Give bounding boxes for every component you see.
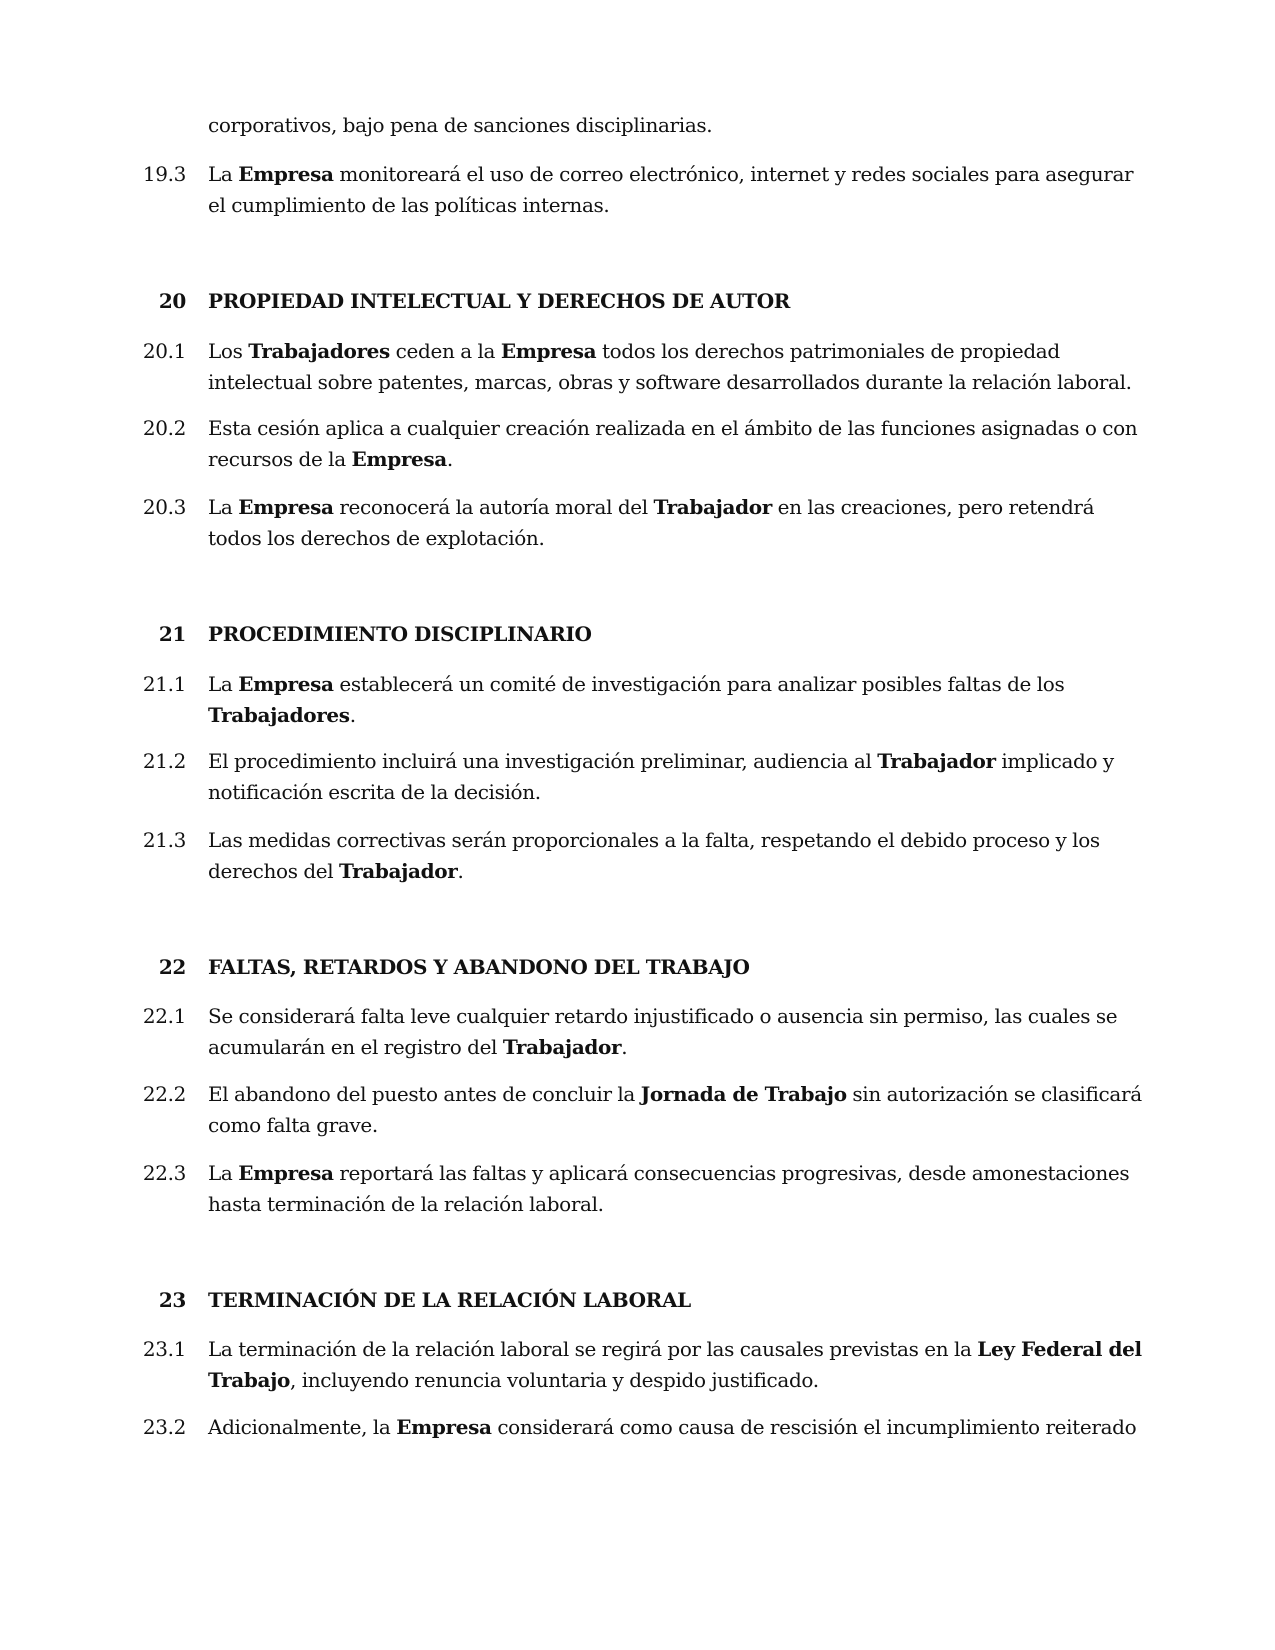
defined-term: Empresa [238,495,334,519]
clause-number: 21.3 [142,828,186,852]
text-run: La [208,162,239,186]
text-run: todos los derechos de explotación. [208,526,545,550]
defined-term: Empresa [238,1161,334,1185]
defined-term: Empresa [238,672,334,696]
text-run: La terminación de la relación laboral se regirá por las causales previstas en la [208,1337,978,1361]
text-run: derechos del [208,859,340,883]
section-number: 20 [158,289,186,313]
text-run: La [208,672,239,696]
clause-text [208,1079,1142,1141]
defined-term: Empresa [396,1415,492,1439]
clause-number: 19.3 [142,162,186,186]
text-line [208,367,1138,398]
defined-term: Jornada de Trabajo [640,1082,847,1106]
text-run: El abandono del puesto antes de concluir la [208,1082,641,1106]
text-line [208,492,1138,523]
clause-text [208,1001,1138,1063]
text-run: notificación escrita de la decisión. [208,780,541,804]
text-line [208,413,1138,444]
text-run: Adicionalmente, la [208,1415,397,1439]
text-run: Los [208,339,249,363]
text-line [208,1285,1138,1316]
section-title [208,286,1138,317]
text-line [208,1032,1138,1063]
text-line [208,669,1138,700]
text-line [208,159,1138,190]
text-line [208,1110,1138,1141]
text-run: el cumplimiento de las políticas internas. [208,193,610,217]
text-run: intelectual sobre patentes, marcas, obras y software desarrollados durante la relación laboral. [208,370,1132,394]
text-run: . [446,447,453,471]
text-line [208,1001,1138,1032]
text-line [208,825,1138,856]
text-run: ceden a la [389,339,501,363]
text-line [208,1334,1142,1365]
defined-term: Trabajador [877,749,996,773]
text-line [208,1365,1138,1396]
defined-term: Empresa [351,447,447,471]
text-line [208,777,1138,808]
clause-text [208,110,1138,141]
text-run: Las medidas correctivas serán proporcionales a la falta, respetando el debido proceso y los [208,828,1100,852]
defined-term: Trabajador [653,495,772,519]
text-line [208,286,1138,317]
text-run: en las creaciones, pero retendrá [771,495,1095,519]
section-title [208,619,1138,650]
clause-number: 22.2 [142,1082,186,1106]
defined-term: Trabajador [339,859,458,883]
defined-term: PROPIEDAD INTELECTUAL Y DERECHOS DE AUTOR [208,289,791,313]
clause-text [208,413,1138,475]
text-line [208,619,1138,650]
text-run: implicado y [995,749,1114,773]
clause-number: 20.1 [142,339,186,363]
clause-text [208,825,1138,887]
text-line [208,746,1138,777]
text-line [208,700,1138,731]
clause-number: 23.2 [142,1415,186,1439]
section-title [208,952,1138,983]
text-run: todos los derechos patrimoniales de propiedad [596,339,1060,363]
clause-number: 23.1 [142,1337,186,1361]
text-line [208,190,1138,221]
clause-number: 20.2 [142,416,186,440]
section-number: 22 [158,955,186,979]
text-run: considerará como causa de rescisión el incumplimiento reiterado [491,1415,1137,1439]
text-line [208,952,1138,983]
clause-number: 22.3 [142,1161,186,1185]
text-run: recursos de la [208,447,352,471]
defined-term: Trabajadores [208,703,350,727]
clause-text [208,1334,1142,1396]
clause-text [208,492,1138,554]
text-line [208,110,1138,141]
clause-text [208,1412,1138,1443]
text-run: acumularán en el registro del [208,1035,503,1059]
clause-text [208,159,1138,221]
clause-number: 22.1 [142,1004,186,1028]
clause-number: 20.3 [142,495,186,519]
text-run: hasta terminación de la relación laboral. [208,1192,604,1216]
defined-term: Empresa [500,339,597,363]
text-run: . [349,703,356,727]
text-run: La [208,495,239,519]
section-title [208,1285,1138,1316]
text-run: El procedimiento incluirá una investigación preliminar, audiencia al [208,749,878,773]
text-line [208,1079,1142,1110]
text-line [208,1412,1138,1443]
text-run: La [208,1161,239,1185]
section-number: 23 [158,1288,186,1312]
clause-text [208,669,1138,731]
text-run: monitoreará el uso de correo electrónico, internet y redes sociales para asegurar [333,162,1134,186]
defined-term: Trabajador [502,1035,622,1059]
text-run: Esta cesión aplica a cualquier creación realizada en el ámbito de las funciones asignadas o con [208,416,1138,440]
text-run: , incluyendo renuncia voluntaria y despido justificado. [290,1368,819,1392]
text-line [208,1189,1138,1220]
text-line [208,336,1138,367]
clause-text [208,1158,1138,1220]
clause-text [208,336,1138,398]
clause-text [208,746,1138,808]
defined-term: Ley Federal del [977,1337,1142,1361]
defined-term: FALTAS, RETARDOS Y ABANDONO DEL TRABAJO [208,955,750,979]
text-line [208,856,1138,887]
defined-term: Trabajo [208,1368,290,1392]
clause-number: 21.2 [142,749,186,773]
text-run: sin autorización se clasificará [846,1082,1142,1106]
text-run: establecerá un comité de investigación para analizar posibles faltas de los [333,672,1065,696]
section-number: 21 [158,622,186,646]
text-line [208,523,1138,554]
text-run: . [457,859,464,883]
text-run: reportará las faltas y aplicará consecuencias progresivas, desde amonestaciones [333,1161,1130,1185]
text-line [208,1158,1138,1189]
defined-term: Trabajadores [248,339,390,363]
clause-number: 21.1 [142,672,186,696]
defined-term: TERMINACIÓN DE LA RELACIÓN LABORAL [208,1288,691,1312]
defined-term: PROCEDIMIENTO DISCIPLINARIO [208,622,592,646]
text-run: reconocerá la autoría moral del [333,495,654,519]
defined-term: Empresa [238,162,334,186]
text-run: Se considerará falta leve cualquier retardo injustificado o ausencia sin permiso, las cuales se [208,1004,1118,1028]
text-run: corporativos, bajo pena de sanciones disciplinarias. [208,113,713,137]
text-line [208,444,1138,475]
text-run: . [621,1035,628,1059]
text-run: como falta grave. [208,1113,378,1137]
